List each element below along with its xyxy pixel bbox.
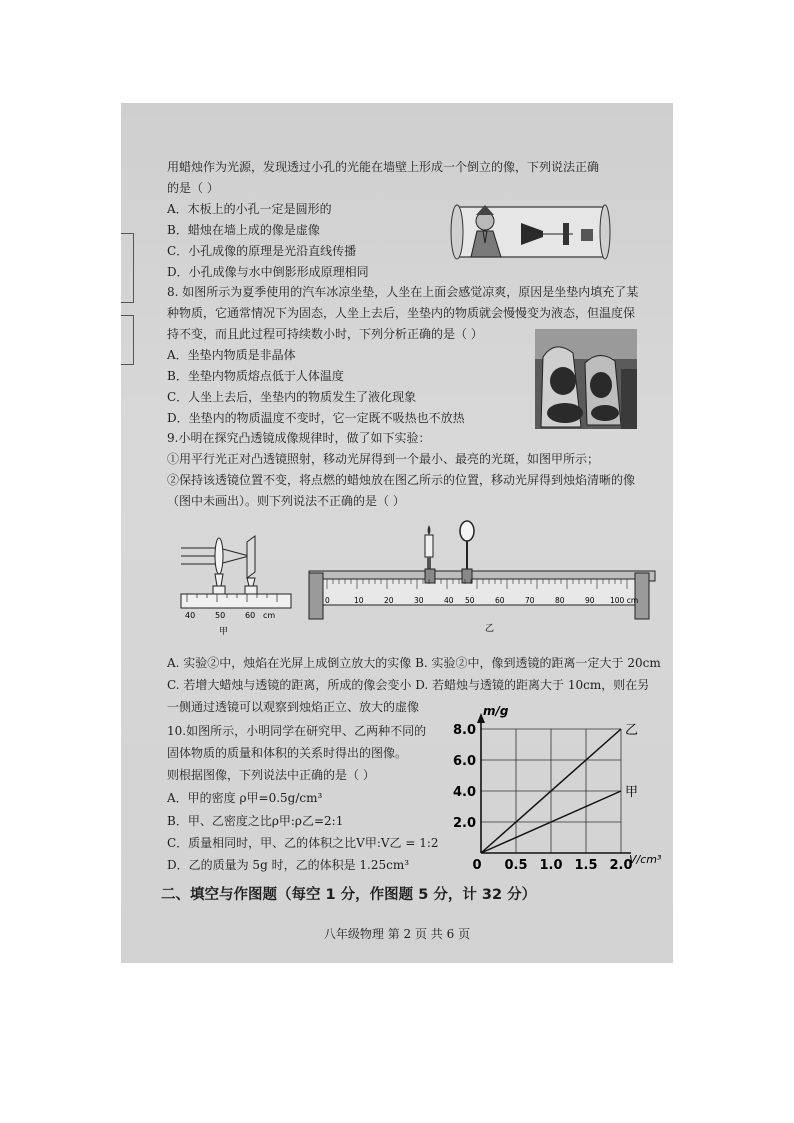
q10-option-a: A．甲的密度 ρ甲=0.5g/cm³ xyxy=(167,791,323,805)
ruler-unit: cm xyxy=(263,611,276,620)
bench-tick-label: 30 xyxy=(414,596,424,605)
q8-stem-line: 种物质，它通常情况下为固态，人坐上去后，坐垫内的物质就会慢慢变为液态，但温度保 xyxy=(167,306,636,320)
x-axis-label: V/cm³ xyxy=(629,853,662,866)
bench-tick-label: 80 xyxy=(555,596,565,605)
x-tick-label: 1.5 xyxy=(574,858,598,873)
q9-stem-line: ①用平行光正对凸透镜照射，移动光屏得到一个最小、最亮的光斑，如图甲所示； xyxy=(167,452,600,466)
q9-option-d-cont: 一侧通过透镜可以观察到烛焰正立、放大的虚像 xyxy=(167,700,420,714)
y-tick-label: 6.0 xyxy=(452,754,476,769)
exam-page xyxy=(121,103,673,963)
bench-tick-label: 0 xyxy=(325,596,330,605)
section-two-heading: 二、填空与作图题（每空 1 分，作图题 5 分，计 32 分） xyxy=(161,887,537,903)
car-seat-cushion-photo xyxy=(535,329,637,429)
bench-tick-label: 10 xyxy=(354,596,364,605)
bench-tick-label: 50 xyxy=(465,596,475,605)
q7-stem-line: 用蜡烛作为光源，发现透过小孔的光能在墙壁上形成一个倒立的像，下列说法正确 xyxy=(167,160,600,174)
ruler-tick-label: 50 xyxy=(215,611,226,620)
bench-tick-label: 60 xyxy=(495,596,505,605)
bench-tick-label: 100 cm xyxy=(610,596,639,605)
q8-option-a: A．坐垫内物质是非晶体 xyxy=(167,348,296,362)
q10-option-b: B．甲、乙密度之比ρ甲:ρ乙=2:1 xyxy=(167,814,344,828)
binding-margin-box xyxy=(121,315,134,365)
x-tick-label: 0.5 xyxy=(504,858,528,873)
bench-tick-label: 40 xyxy=(444,596,454,605)
ruler-tick-label: 40 xyxy=(185,611,196,620)
y-tick-label: 2.0 xyxy=(452,816,476,831)
q9-option-cd: C. 若增大蜡烛与透镜的距离，所成的像会变小 D. 若蜡烛与透镜的距离大于 10cm，则在另 xyxy=(167,678,650,692)
mass-volume-chart xyxy=(447,703,671,873)
figure-label-jia: 甲 xyxy=(219,627,229,637)
bench-tick-label: 70 xyxy=(525,596,535,605)
bench-tick-label: 90 xyxy=(585,596,595,605)
q10-stem-line: 则根据图像，下列说法中正确的是（ ） xyxy=(167,768,375,782)
q8-stem-line: 8. 如图所示为夏季使用的汽车冰凉坐垫，人坐在上面会感觉凉爽，原因是坐垫内填充了某 xyxy=(167,285,639,299)
q9-stem-line: ②保持该透镜位置不变，将点燃的蜡烛放在图乙所示的位置，移动光屏得到烛焰清晰的像 xyxy=(167,473,636,487)
q10-option-c: C．质量相同时，甲、乙的体积之比V甲:V乙 = 1:2 xyxy=(167,836,439,850)
figure-yi-optical-bench xyxy=(305,519,659,633)
binding-margin-box xyxy=(121,233,134,303)
q8-option-c: C．人坐上去后，坐垫内的物质发生了液化现象 xyxy=(167,390,417,404)
q7-option-c: C．小孔成像的原理是光沿直线传播 xyxy=(167,244,357,258)
q7-option-d: D．小孔成像与水中倒影形成原理相同 xyxy=(167,265,369,279)
q10-stem-line: 固体物质的质量和体积的关系时得出的图像。 xyxy=(167,746,408,760)
x-tick-label: 2.0 xyxy=(609,858,633,873)
y-tick-label: 8.0 xyxy=(452,723,476,738)
series-jia-label: 甲 xyxy=(625,785,639,800)
y-tick-label: 4.0 xyxy=(452,785,476,800)
ruler-tick-label: 60 xyxy=(245,611,256,620)
x-tick-label: 0 xyxy=(472,858,482,873)
q7-option-b: B．蜡烛在墙上成的像是虚像 xyxy=(167,223,320,237)
q8-option-b: B．坐垫内物质熔点低于人体温度 xyxy=(167,369,344,383)
q7-stem-line: 的是（ ） xyxy=(167,181,219,195)
q9-stem-line: （图中未画出）。则下列说法不正确的是（ ） xyxy=(167,494,405,508)
y-axis-label: m/g xyxy=(483,704,509,718)
page-footer: 八年级物理 第 2 页 共 6 页 xyxy=(323,927,471,941)
q7-option-a: A．木板上的小孔一定是圆形的 xyxy=(167,202,332,216)
figure-jia-focal-length xyxy=(179,528,294,638)
series-yi-label: 乙 xyxy=(625,723,639,738)
q8-stem-line: 持不变，而且此过程可持续数小时，下列分析正确的是（ ） xyxy=(167,327,483,341)
q9-stem-line: 9.小明在探究凸透镜成像规律时，做了如下实验： xyxy=(167,431,431,445)
x-tick-label: 1.0 xyxy=(539,858,563,873)
q10-stem-line: 10.如图所示，小明同学在研究甲、乙两种不同的 xyxy=(167,724,427,738)
q10-option-d: D．乙的质量为 5g 时，乙的体积是 1.25cm³ xyxy=(167,858,410,872)
q9-option-ab: A. 实验②中，烛焰在光屏上成倒立放大的实像 B. 实验②中，像到透镜的距离一定大于 20cm xyxy=(167,656,661,670)
q8-option-d: D．坐垫内的物质温度不变时，它一定既不吸热也不放热 xyxy=(167,411,465,425)
pinhole-scroll-illustration xyxy=(443,201,611,263)
figure-label-yi: 乙 xyxy=(485,624,495,633)
bench-tick-label: 20 xyxy=(384,596,394,605)
